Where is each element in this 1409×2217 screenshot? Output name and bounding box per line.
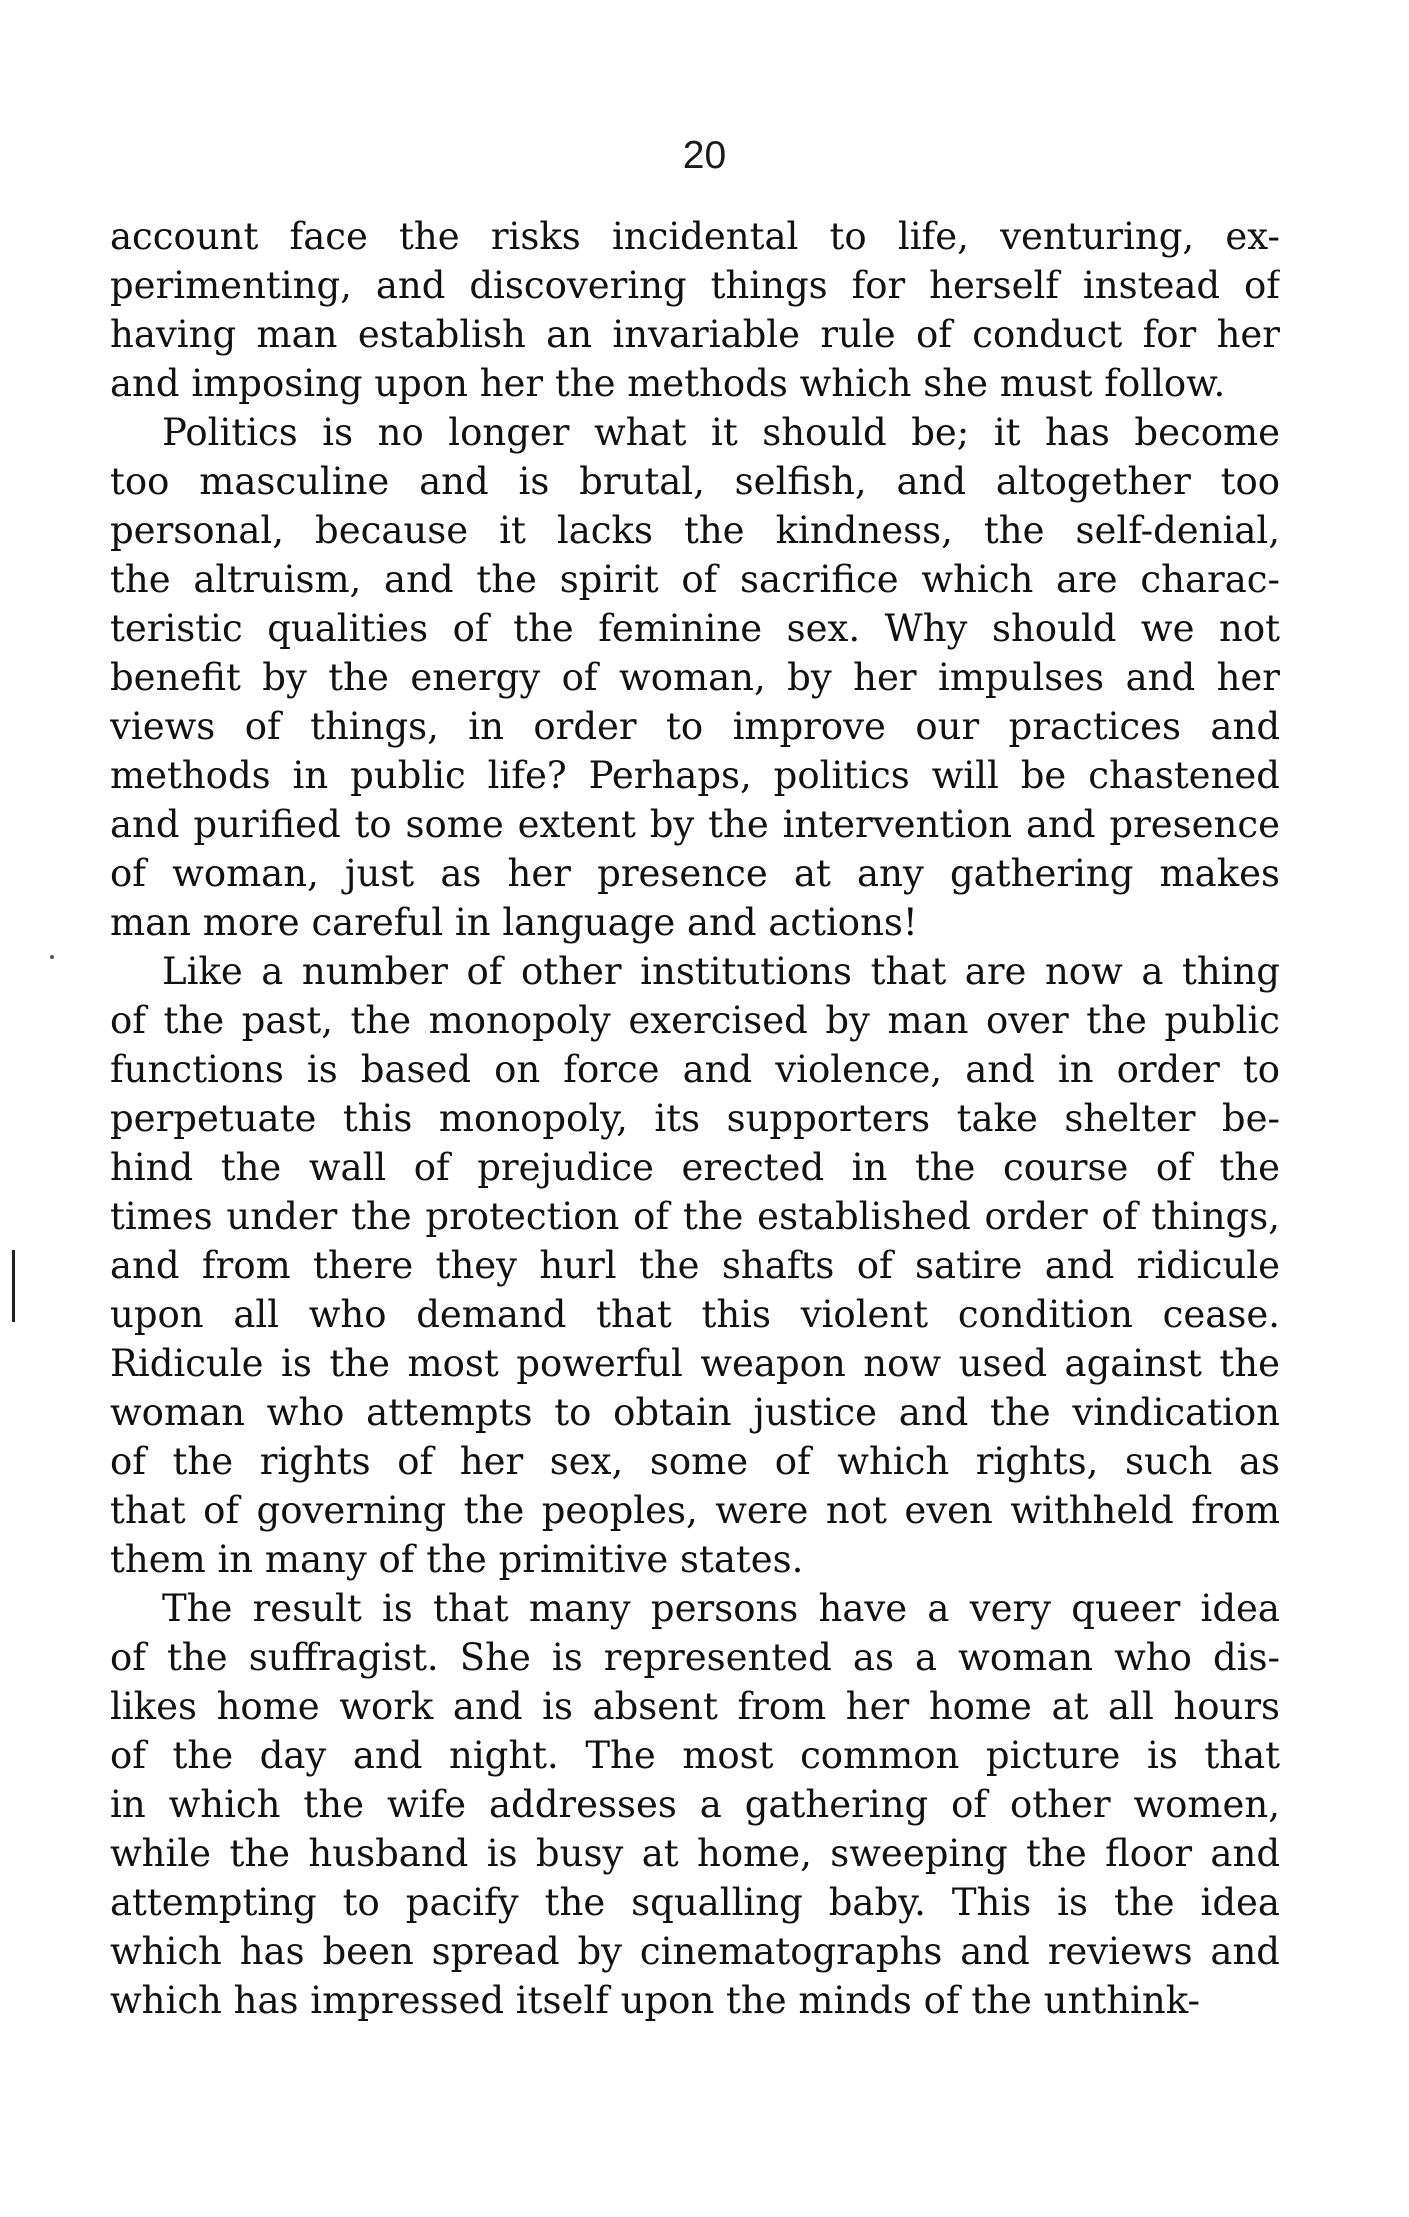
text-line: having man establish an invariable rule of conduct for her: [110, 313, 1280, 356]
text-line: the altruism, and the spirit of sacrifice which are charac-: [110, 558, 1280, 601]
text-line: and from there they hurl the shafts of satire and ridicule: [110, 1244, 1280, 1287]
text-line: them in many of the primitive states.: [110, 1538, 804, 1581]
text-line: of the suffragist. She is represented as a woman who dis-: [110, 1636, 1280, 1679]
text-line: woman who attempts to obtain justice and the vindication: [110, 1391, 1280, 1434]
text-line: which has been spread by cinematographs and reviews and: [110, 1930, 1280, 1973]
margin-mark: [12, 1250, 15, 1322]
paragraph: [110, 947, 1280, 1584]
text-line: teristic qualities of the feminine sex. Why should we not: [110, 607, 1280, 650]
text-line: The result is that many persons have a very queer idea: [162, 1587, 1280, 1630]
text-line: methods in public life? Perhaps, politics will be chastened: [110, 754, 1280, 797]
paragraph: [110, 212, 1280, 408]
text-line: Like a number of other institutions that are now a thing: [162, 950, 1280, 993]
text-line: of the rights of her sex, some of which rights, such as: [110, 1440, 1280, 1483]
page-number: 20: [682, 134, 727, 177]
text-line: which has impressed itself upon the minds of the unthink-: [110, 1979, 1200, 2022]
text-line: and imposing upon her the methods which she must follow.: [110, 362, 1226, 405]
body-text: [110, 212, 1280, 2025]
text-line: while the husband is busy at home, sweeping the floor and: [110, 1832, 1280, 1875]
text-line: benefit by the energy of woman, by her impulses and her: [110, 656, 1280, 699]
text-line: in which the wife addresses a gathering of other women,: [110, 1783, 1280, 1826]
text-line: too masculine and is brutal, selfish, and altogether too: [110, 460, 1280, 503]
print-speck: [50, 955, 54, 959]
text-line: likes home work and is absent from her home at all hours: [110, 1685, 1280, 1728]
text-line: man more careful in language and actions!: [110, 901, 918, 944]
text-line: views of things, in order to improve our practices and: [110, 705, 1280, 748]
paragraph: [110, 408, 1280, 947]
text-line: account face the risks incidental to life, venturing, ex-: [110, 215, 1280, 258]
text-line: of woman, just as her presence at any gathering makes: [110, 852, 1280, 895]
text-line: times under the protection of the established order of things,: [110, 1195, 1280, 1238]
text-line: of the day and night. The most common picture is that: [110, 1734, 1280, 1777]
text-line: and purified to some extent by the intervention and presence: [110, 803, 1280, 846]
text-line: perimenting, and discovering things for herself instead of: [110, 264, 1280, 307]
paragraph: [110, 1584, 1280, 2025]
text-line: Ridicule is the most powerful weapon now used against the: [110, 1342, 1280, 1385]
text-line: hind the wall of prejudice erected in the course of the: [110, 1146, 1280, 1189]
text-line: upon all who demand that this violent condition cease.: [110, 1293, 1280, 1336]
text-line: Politics is no longer what it should be; it has become: [162, 411, 1280, 454]
text-line: perpetuate this monopoly, its supporters take shelter be-: [110, 1097, 1280, 1140]
text-line: personal, because it lacks the kindness, the self-denial,: [110, 509, 1280, 552]
text-line: attempting to pacify the squalling baby. This is the idea: [110, 1881, 1280, 1924]
text-line: of the past, the monopoly exercised by man over the public: [110, 999, 1280, 1042]
text-line: functions is based on force and violence, and in order to: [110, 1048, 1280, 1091]
text-line: that of governing the peoples, were not even withheld from: [110, 1489, 1280, 1532]
